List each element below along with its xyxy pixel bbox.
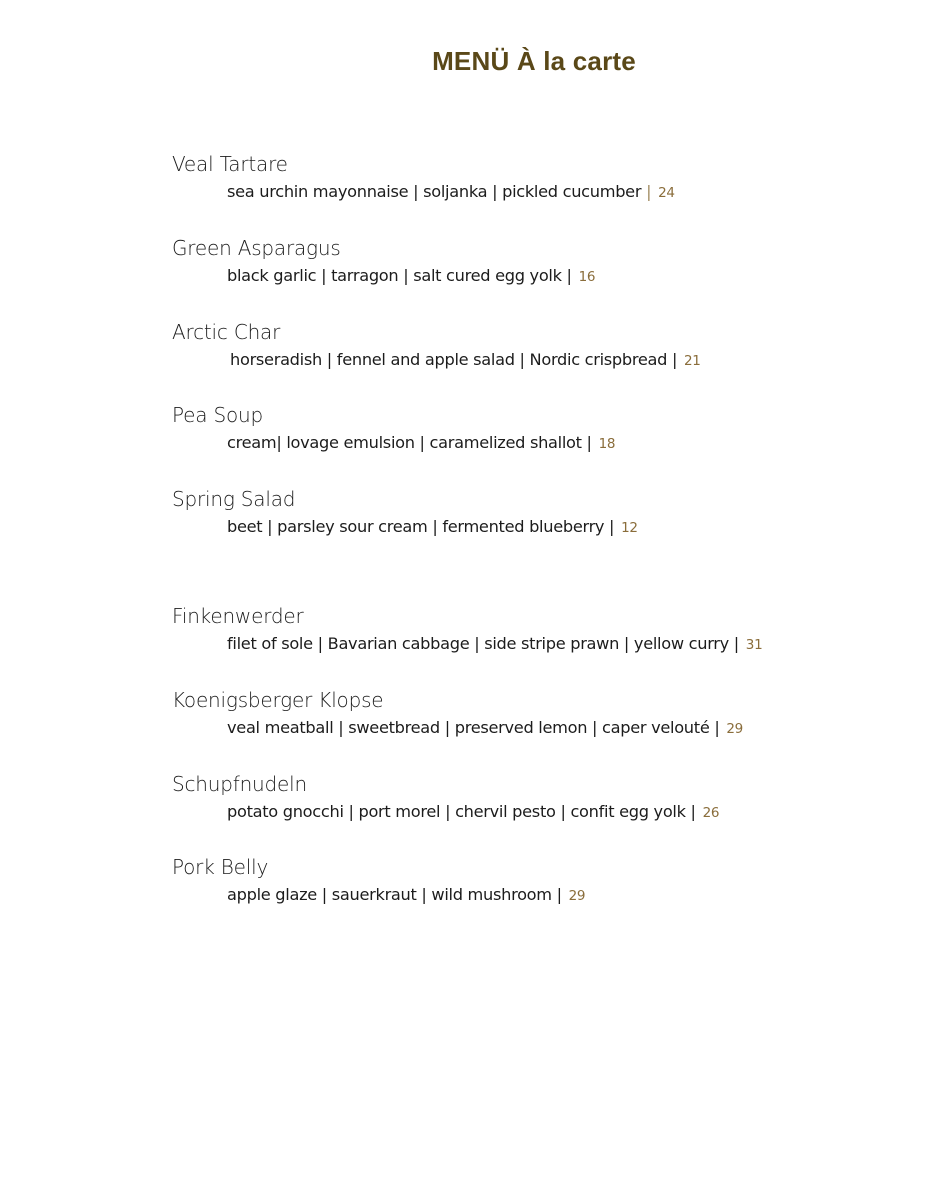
menu-item-spring-salad xyxy=(172,486,638,539)
dish-description xyxy=(227,633,762,656)
dish-price: 31 xyxy=(745,637,763,653)
dish-name: Finkenwerder xyxy=(172,604,304,628)
dish-name: Spring Salad xyxy=(172,487,296,511)
menu-item-finkenwerder xyxy=(172,603,762,656)
menu-item-schupfnudeln xyxy=(172,771,719,824)
dish-ingredients: filet of sole | Bavarian cabbage | side stripe prawn | yellow curry | xyxy=(227,634,739,653)
dish-ingredients: black garlic | tarragon | salt cured egg yolk | xyxy=(227,266,572,285)
dish-description xyxy=(227,884,585,907)
dish-ingredients: sea urchin mayonnaise | soljanka | pickled cucumber xyxy=(227,182,642,201)
menu-item-green-asparagus xyxy=(172,235,595,288)
dish-name: Arctic Char xyxy=(172,320,281,344)
dish-name: Schupfnudeln xyxy=(172,772,307,796)
dish-price: 12 xyxy=(621,520,638,536)
dish-name: Green Asparagus xyxy=(172,236,341,260)
dish-price: 24 xyxy=(658,185,675,201)
dish-price: 16 xyxy=(578,269,596,285)
dish-description xyxy=(227,801,719,824)
menu-item-arctic-char xyxy=(172,319,701,372)
dish-name: Koenigsberger Klopse xyxy=(172,688,384,712)
dish-description xyxy=(227,717,743,740)
price-separator: | xyxy=(646,182,652,201)
dish-ingredients: cream| lovage emulsion | caramelized shallot | xyxy=(227,433,592,452)
dish-price: 29 xyxy=(568,888,586,904)
menu-item-pork-belly xyxy=(172,854,585,907)
dish-ingredients: beet | parsley sour cream | fermented blueberry | xyxy=(227,517,615,536)
dish-description xyxy=(230,349,701,372)
dish-description xyxy=(227,516,638,539)
dish-price: 18 xyxy=(598,436,616,452)
dish-description xyxy=(227,432,615,455)
dish-price: 21 xyxy=(684,353,701,369)
dish-description xyxy=(227,265,595,288)
dish-name: Pork Belly xyxy=(172,855,269,879)
dish-price: 26 xyxy=(702,805,720,821)
dish-name: Pea Soup xyxy=(172,403,263,427)
dish-ingredients: veal meatball | sweetbread | preserved lemon | caper velouté | xyxy=(227,718,720,737)
dish-description xyxy=(227,181,675,204)
dish-name: Veal Tartare xyxy=(172,152,288,176)
menu-item-koenigsberger-klopse xyxy=(172,687,743,740)
menu-item-veal-tartare xyxy=(172,151,675,204)
dish-ingredients: apple glaze | sauerkraut | wild mushroom | xyxy=(227,885,562,904)
dish-ingredients: potato gnocchi | port morel | chervil pesto | confit egg yolk | xyxy=(227,802,696,821)
dish-ingredients: horseradish | fennel and apple salad | Nordic crispbread | xyxy=(230,350,678,369)
dish-price: 29 xyxy=(726,721,743,737)
menu-item-pea-soup xyxy=(172,402,615,455)
menu-title: MENÜ À la carte xyxy=(432,46,636,76)
